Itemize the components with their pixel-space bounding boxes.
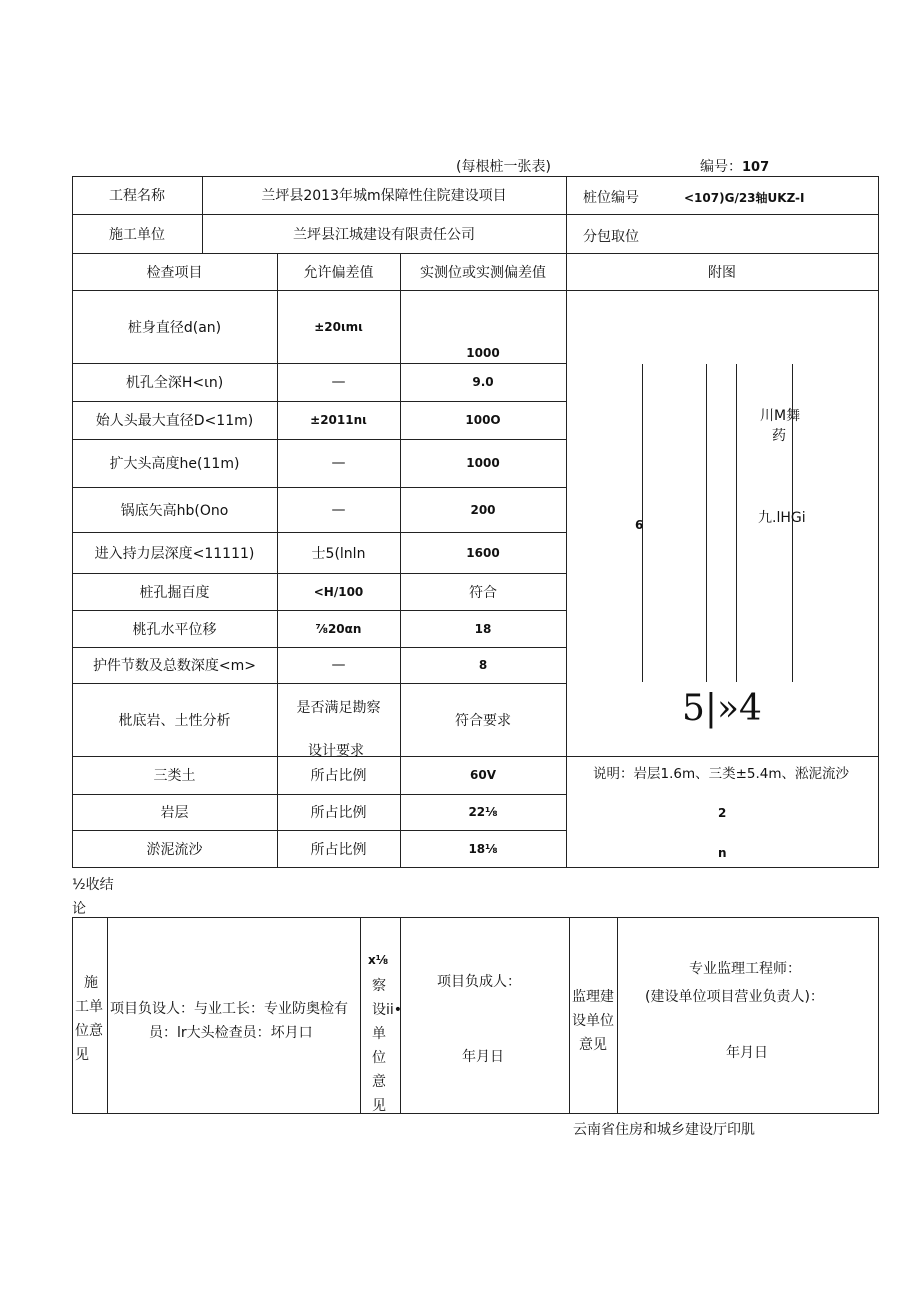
notes-line2: 2 [718,806,727,820]
table-row-item: 扩大头高度he(11m) [109,456,240,472]
table-row-item: 枇底岩、土性分析 [118,712,231,729]
table-row-tolerance: ±20ιmι [314,319,363,334]
soil-row-tolerance: 所占比例 [310,768,367,784]
soil-row-tolerance: 所占比例 [310,805,367,821]
survey-label-4: 单 [372,1026,386,1042]
soil-row-measured: 22⅛ [468,805,498,819]
printer-note: 云南省住房和城乡建设厅印肌 [573,1122,755,1138]
number-label: 编号：107 [700,159,770,175]
number-value: 107 [742,160,770,175]
table-row-tolerance-2: 设计要求 [308,743,364,759]
table-row-measured: 符合 [469,584,497,601]
table-row-tolerance: 是否满足勘察 [296,700,381,716]
table-row-measured: 200 [470,502,496,517]
figure-label-d: 6 [635,518,644,532]
table-row-tolerance: — [331,455,346,471]
survey-person: 项目负成人： [437,974,521,990]
soil-row-item: 淤泥流沙 [146,841,203,858]
survey-label-3: 设ii• [372,1002,403,1018]
pile-no-value: <107)G/23轴UKZ-I [684,191,805,205]
table-row-item: 锅底矢高hb(Ono [120,502,229,519]
table-row-tolerance: <H/100 [313,584,364,599]
supervision-label-1: 监理建 [572,989,614,1005]
table-row-tolerance: — [331,374,346,390]
table-row-measured: 1000 [466,456,500,470]
table-row-item: 桩孔掘百度 [139,584,210,601]
survey-label-7: 见 [372,1098,386,1114]
survey-label-6: 意 [372,1074,386,1090]
supervision-label-2: 设单位 [572,1013,614,1029]
notes-line1: 说明：岩层1.6m、三类±5.4m、淞泥流沙 [593,766,850,782]
survey-label-2: 察 [372,978,386,994]
survey-label-1: x⅛ [368,953,389,967]
table-row-item: 机孔全深H<ιn) [125,375,224,391]
sub-label: 分包取位 [583,229,639,245]
table-row-measured: 9.0 [472,375,494,389]
table-row-item: 护件节数及总数深度<m> [92,658,257,674]
soil-row-measured: 18⅛ [468,841,498,856]
table-row-measured: 1600 [466,545,500,560]
soil-row-item: 三类土 [153,768,196,784]
conclusion-line1: ½收结 [72,877,114,893]
table-row-tolerance: ⅞20αn [315,621,362,636]
supervision-person-1: 专业监理工程师： [689,961,801,977]
supervision-date: 年月日 [726,1045,768,1061]
project-label: 工程名称 [109,188,165,204]
supervision-label-3: 意见 [579,1037,607,1053]
table-row-tolerance: ±2011nι [310,413,367,427]
table-row-measured: 100O [465,413,501,427]
survey-label-5: 位 [372,1050,386,1066]
construction-label-3: 位意 [75,1023,103,1039]
col-item: 检查项目 [146,264,203,281]
col-figure: 附图 [708,264,736,281]
pile-no-label: 桩位编号 [583,190,639,206]
table-row-measured: 1000 [466,346,500,360]
conclusion-line2: 论 [72,901,86,917]
table-row-measured: 8 [478,658,488,672]
col-tolerance: 允许偏差值 [303,264,374,281]
construction-text-2: 员：lr大头检查员：坏月口 [149,1025,313,1041]
table-row-item: 桃孔水平位移 [132,621,217,638]
construction-label-4: 见 [75,1047,89,1063]
figure-label-c: 九.lHGi [758,510,806,526]
notes-line3: n [718,846,727,860]
figure-label-a: 川M舞 [760,408,801,424]
figure-big-text: 5|»4 [682,688,762,729]
figure-label-b: 药 [772,428,786,444]
construction-text-1: 项目负设人：与业工长：专业防奥检有 [110,1001,348,1017]
col-measured: 实测位或实测偏差值 [420,264,546,281]
table-row-measured: 符合要求 [455,712,511,729]
soil-row-item: 岩层 [160,805,189,821]
table-row-tolerance: — [331,657,346,673]
construction-label-1: 施 [84,975,98,991]
table-row-measured: 18 [474,621,492,636]
table-row-item: 进入持力层深度<11111) [94,545,255,562]
table-row-tolerance: — [331,501,346,518]
contractor-label: 施工单位 [109,226,165,243]
project-value: 兰坪县2013年城m保障性住院建设项目 [261,188,507,204]
soil-row-measured: 60V [470,768,496,782]
table-row-item: 桩身直径d(an) [127,319,222,336]
supervision-person-2: (建设单位项目营业负责人)： [645,989,824,1005]
table-row-tolerance: 士5(lnln [311,545,366,562]
note: (每根桩一张表) [456,159,551,175]
table-row-item: 始人头最大直径D<11m) [95,413,254,429]
soil-row-tolerance: 所占比例 [310,841,367,858]
construction-label-2: 工单 [75,999,103,1015]
contractor-value: 兰坪县江城建设有限责任公司 [293,226,475,243]
survey-date: 年月日 [462,1049,504,1065]
